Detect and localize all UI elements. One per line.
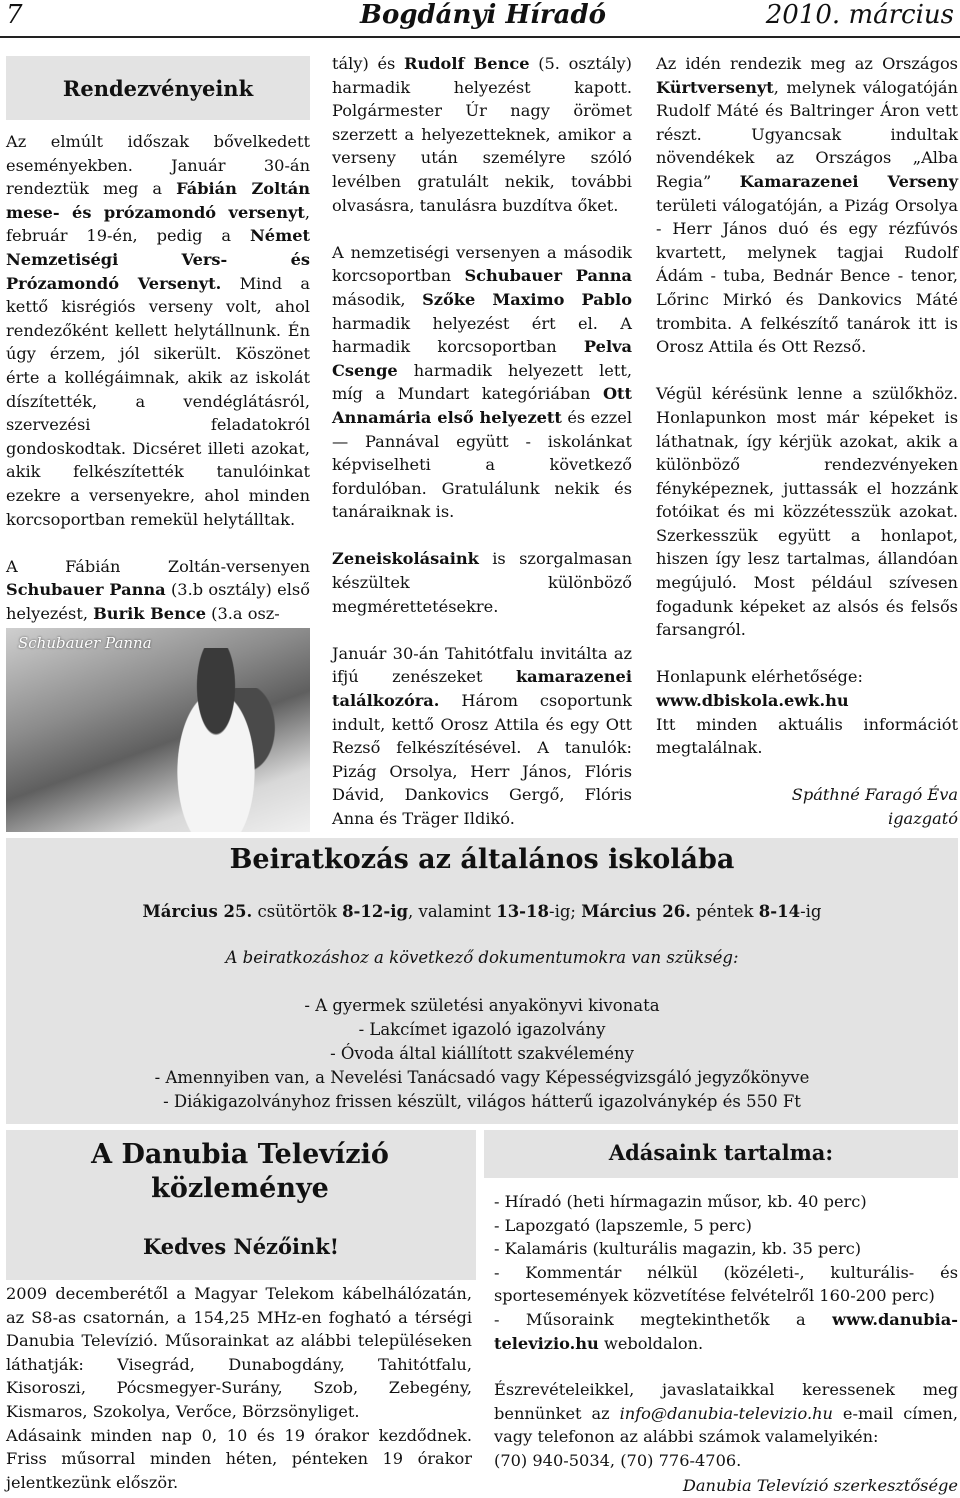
broadcasts-signature: Danubia Televízió szerkesztősége: [682, 1476, 958, 1495]
issue-date: 2010. március: [765, 0, 954, 30]
col2-paragraph-1: tály) és Rudolf Bence (5. osztály) harmadik helyezést kapott. Polgármester Úr nagy örömet szerzett a helyezetteknek, amikor a verseny után személyre szóló levélben gratulált nekik, további olvasásra, tanulásra buzdítva őket.: [332, 54, 632, 215]
col3-paragraph-2: Végül kérésünk lenne a szülőkhöz. Honlapunkon most már képeket is láthatnak, így kérjük azokat, akik a különböző rendezvényeken fényképeznek, juttassák el hozzánk fotóikat és mi közzétesszük azokat. Szerkesszük együtt a honlapot, hiszen így lesz tartalmas, állandóan megújuló. Most például szívesen fogadunk képeket az alsós és felsős farsangról.: [656, 384, 958, 640]
section-title: Rendezvényeink: [62, 76, 254, 101]
broadcast-item: - Műsoraink megtekinthetők a www.danubia-televizio.hu weboldalon.: [494, 1309, 958, 1353]
document-item: - Amennyiben van, a Nevelési Tanácsadó vagy Képességvizsgáló jegyzőkönyve: [154, 1068, 810, 1087]
broadcasts-title: Adásaink tartalma:: [608, 1140, 834, 1165]
col2-paragraph-4: Január 30-án Tahitótfalu invitálta az ifjú zenészeket kamarazenei találkozóra. Három csoportunk indult, kettő Orosz Attila és egy Ott Rezső felkészítésével. A tanulók: Pizág Orsolya, Herr János, Flóris Dávid, Dankovics Gergő, Flóris Anna és Träger Ildikó.: [332, 643, 632, 828]
col2-paragraph-3: Zeneiskolásaink is szorgalmasan készültek különböző megmérettetésekre.: [332, 549, 632, 616]
results-paragraph: A Fábián Zoltán-versenyen Schubauer Panna (3.b osztály) első helyezést, Burik Bence (3.a osz-: [6, 556, 310, 623]
photo-schubauer-panna: [6, 628, 310, 832]
document-item: - Lakcímet igazoló igazolvány: [358, 1020, 606, 1039]
signature-role: igazgató: [888, 809, 958, 828]
newspaper-title: Bogdányi Híradó: [360, 0, 606, 30]
col2-paragraph-2: A nemzetiségi versenyen a második korcsoportban Schubauer Panna második, Szőke Maximo Pablo harmadik helyezést ért el. A harmadik korcsoportban Pelva Csenge harmadik helyezett lett, míg a Mundart kategóriában Ott Annamária első helyezett és ezzel — Pannával együtt - iskolánkat képviselheti a következő fordulóban. Gratulálunk nekik és tanáraiknak is.: [332, 242, 633, 522]
col3-paragraph-1: Az idén rendezik meg az Országos Kürtversenyt, melynek válogatóján Rudolf Máté és Baltringer Áron vett részt. Ugyancsak indultak növendékek az Országos „Alba Regia” Kamarazenei Verseny területi válogatóján, a Pizág Orsolya - Herr János duó és egy rézfúvós kvartett, melynek tagjai Rudolf Ádám - tuba, Bednár Bence - tenor, Lőrinc Mirkó és Dankovics Máté trombita. A felkészítő tanárok itt is Orosz Attila és Ott Rezső.: [656, 54, 958, 357]
enrollment-dates: Március 25. csütörtök 8-12-ig, valamint 13-18-ig; Március 26. péntek 8-14-ig: [142, 902, 822, 921]
documents-intro: A beiratkozáshoz a következő dokumentumokra van szükség:: [225, 948, 739, 967]
danubia-body: 2009 decemberétől a Magyar Telekom kábelhálózatán, az S8-as csatornán, a 154,25 MHz-en fogható a térségi Danubia Televízió. Műsorainkat az alábbi településeken láthatják: Visegrád, Dunabogdány, Tahitótfalu, Kisoroszi, Pócsmegyer-Surány, Szob, Zebegény, Kismaros, Szokolya, Verőce, Börzsönyliget. Adásaink minden nap 0, 10 és 19 órakor kezdődnek. Friss műsorral minden héten, pénteken 19 órakor jelentkezünk először.: [6, 1284, 472, 1492]
broadcast-item: - Kommentár nélkül (közéleti-, kulturális- és sportesemények közvetítése felvételről 160-200 perc): [494, 1262, 958, 1306]
danubia-title: A Danubia Televízió közleménye: [91, 1139, 389, 1204]
broadcasts-list: [494, 1190, 958, 1355]
col3-paragraph-3: Honlapunk elérhetősége: www.dbiskola.ewk.hu Itt minden aktuális információt megtalálnak.: [656, 667, 958, 758]
column-middle: [332, 52, 632, 831]
header-divider: [0, 36, 960, 38]
column-right: [656, 52, 958, 831]
events-paragraph: Az elmúlt időszak bővelkedett eseményekben. Január 30-án rendeztük meg a Fábián Zoltán mese- és prózamondó versenyt, február 19-én, pedig a Német Nemzetiségi Vers- és Prózamondó Versenyt. Mind a kettő kisrégiós verseny volt, ahol rendezőként kellett helytállnunk. Én úgy érzem, jól sikerült. Köszönet érte a kollégáimnak, akik az iskolát díszítették, a vendéglátásról, szervezési feladatokról gondoskodtak. Dicséret illeti azokat, akik felkészítették tanulóinkat ezekre a versenyekre, ahol minden korcsoportban remekül helytálltak.: [6, 132, 310, 529]
photo-caption: Schubauer Panna: [18, 634, 152, 652]
page-number: 7: [6, 0, 23, 30]
broadcast-item: - Híradó (heti hírmagazin műsor, kb. 40 perc): [494, 1192, 867, 1211]
contact-paragraph: Észrevételeikkel, javaslataikkal keressenek meg bennünket az info@danubia-televizio.hu e-mail címen, vagy telefonon az alábbi számok valamelyikén: (70) 940-5034, (70) 776-4706.: [494, 1380, 958, 1470]
broadcast-item: - Lapozgató (lapszemle, 5 perc): [494, 1215, 752, 1235]
enrollment-title: Beiratkozás az általános iskolába: [229, 844, 735, 875]
documents-list: [6, 994, 958, 1114]
broadcast-item: - Kalamáris (kulturális magazin, kb. 35 perc): [494, 1239, 862, 1259]
document-item: - Diákigazolványhoz frissen készült, világos hátterű igazolványkép és 550 Ft: [163, 1092, 801, 1111]
signature-name: Spáthné Faragó Éva: [791, 785, 958, 805]
girl-figure: [156, 648, 276, 832]
column-left: [6, 130, 310, 625]
danubia-greeting: Kedves Nézőink!: [142, 1234, 340, 1259]
document-item: - Óvoda által kiállított szakvélemény: [330, 1044, 634, 1063]
document-item: - A gyermek születési anyakönyvi kivonata: [304, 996, 660, 1015]
